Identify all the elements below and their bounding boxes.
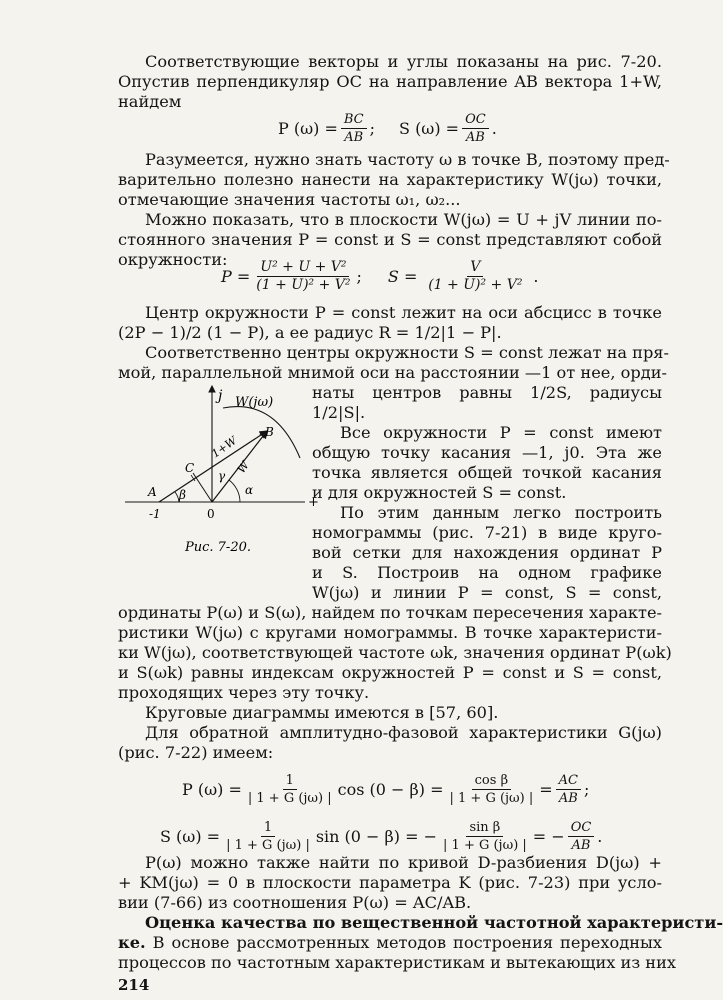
formula-end: . [533, 267, 539, 286]
label-alpha: α [245, 483, 254, 497]
formula-lhs: S (ω) = [399, 119, 460, 138]
text-line: вии (7-66) из соотношения P(ω) = AC/AB. [118, 893, 472, 912]
text-line: Для обратной амплитудно-фазовой характеристики G(jω) [145, 723, 662, 742]
section-heading-end: ке. [118, 933, 146, 952]
fraction [447, 773, 537, 806]
point-c-label: C [185, 461, 195, 475]
fraction [341, 112, 367, 145]
text-line: найдем [118, 92, 182, 111]
fraction [556, 773, 581, 806]
denominator: | 1 + G (jω) | [247, 791, 332, 806]
text-line: 1/2|S|. [312, 403, 366, 422]
numerator: 1 [261, 820, 275, 837]
separator: ; [356, 267, 362, 286]
text-line: Соответственно центры окружности S = const лежат на пря- [145, 343, 669, 362]
text-line: наты центров равны 1/2S, радиусы [312, 383, 662, 402]
formula-p-omega [182, 773, 589, 806]
fraction [253, 260, 353, 293]
text-line: Опустив перпендикуляр OC на направление AB вектора 1+W, [118, 72, 662, 91]
text-line: Центр окружности P = const лежит на оси абсцисс в точке [145, 303, 662, 322]
formula-lhs: S (ω) = [160, 827, 221, 846]
fraction [440, 820, 530, 853]
text-line: и S(ωk) равны индексам окружностей P = const и S = const, [118, 663, 662, 682]
axis-j-label: j [218, 388, 223, 404]
tick-0: 0 [207, 507, 215, 521]
text-line: и для окружностей S = const. [312, 483, 567, 502]
denominator: AB [344, 130, 364, 145]
alpha-arc [229, 480, 240, 502]
text-line: По этим данным легко построить [340, 503, 662, 522]
text-line: стоянного значения P = const и S = const представляют собой [118, 230, 662, 249]
text-line: процессов по частотным характеристикам и вытекающих из них [118, 953, 677, 972]
formula-p-s [278, 112, 497, 145]
point-b-label: B [265, 425, 274, 439]
text-line: (рис. 7-22) имеем: [118, 743, 274, 762]
text-line [118, 933, 662, 953]
denominator: | 1 + G (jω) | [443, 838, 527, 853]
formula-lhs: P = [221, 267, 251, 286]
separator: ; [369, 119, 376, 138]
text-line: номограммы (рис. 7-21) в виде круго- [312, 523, 662, 542]
tick-minus-1: -1 [149, 507, 161, 521]
formula-end: . [597, 827, 603, 846]
section-heading: Оценка качества по вещественной частотной характеристи- [145, 913, 723, 932]
formula-end: . [491, 119, 497, 138]
numerator: AC [556, 773, 581, 790]
text-line: (2P − 1)/2 (1 − P), а ее радиус R = 1/2|1 − P|. [118, 323, 502, 342]
text-line: ординаты P(ω) и S(ω), найдем по точкам пересечения характе- [118, 603, 662, 622]
text-line: вой сетки для нахождения ординат P [312, 543, 662, 562]
page-number: 214 [118, 976, 150, 994]
label-gamma: γ [218, 469, 226, 483]
formula-mid: sin (0 − β) = − [315, 827, 438, 846]
text-line: Разумеется, нужно знать частоту ω в точке B, поэтому пред- [145, 150, 670, 169]
text-line: Круговые диаграммы имеются в [57, 60]. [145, 703, 499, 722]
text-line: Все окружности P = const имеют [340, 423, 662, 442]
formula-lhs: P (ω) = [278, 119, 338, 138]
denominator: AB [558, 791, 578, 806]
fraction [223, 820, 313, 853]
text-line: отмечающие значения частоты ω₁, ω₂... [118, 190, 461, 209]
text-line: окружности: [118, 250, 228, 269]
numerator: V [467, 260, 483, 277]
text-line: + KM(jω) = 0 в плоскости параметра K (рис. 7-23) при усло- [118, 873, 662, 892]
numerator: OC [462, 112, 489, 129]
fraction [568, 820, 595, 853]
text-span: В основе рассмотренных методов построения переходных [145, 933, 662, 952]
perpendicular-oc [193, 473, 212, 502]
text-line: ки W(jω), соответствующей частоте ωk, значения ординат P(ωk) [118, 643, 672, 662]
label-1-plus-w: 1+W [209, 434, 240, 461]
figure-7-20 [115, 378, 319, 556]
denominator: | 1 + G (jω) | [449, 791, 534, 806]
formula-s-omega [160, 820, 602, 853]
numerator: U² + U + V² [257, 260, 349, 277]
label-beta: β [179, 488, 186, 502]
text-line: точка является общей точкой касания [312, 463, 662, 482]
text-line: P(ω) можно также найти по кривой D-разбиения D(jω) + [145, 853, 662, 872]
fraction [245, 773, 335, 806]
formula-lhs: S = [387, 267, 418, 286]
denominator: (1 + U)² + V² [428, 277, 523, 293]
w-curve [223, 407, 300, 458]
text-line: проходящих через эту точку. [118, 683, 370, 702]
denominator: (1 + U)² + V² [256, 277, 351, 293]
denominator: AB [465, 130, 485, 145]
text-line: Можно показать, что в плоскости W(jω) = U + jV линии по- [145, 210, 662, 229]
text-line: мой, параллельной мнимой оси на расстоянии —1 от нее, орди- [118, 363, 667, 382]
numerator: 1 [283, 773, 297, 790]
text-line: Соответствующие векторы и углы показаны на рис. 7-20. [145, 52, 662, 71]
formula-end: ; [584, 780, 590, 799]
fraction [420, 260, 530, 293]
formula-lhs: P (ω) = [182, 780, 242, 799]
text-line: общую точку касания —1, j0. Эта же [312, 443, 662, 462]
point-a-label: A [148, 485, 157, 499]
formula-mid: cos (0 − β) = [337, 780, 444, 799]
denominator: AB [571, 838, 591, 853]
label-w: W [234, 458, 252, 476]
formula-circles [221, 260, 538, 293]
text-line: ристики W(jω) с кругами номограммы. В точке характеристи- [118, 623, 662, 642]
text-line: варительно полезно нанести на характеристику W(jω) точки, [118, 170, 662, 189]
curve-label: W(jω) [235, 395, 274, 410]
figure-caption: Рис. 7-20. [185, 540, 252, 555]
formula-eq: = − [532, 827, 565, 846]
numerator: cos β [472, 773, 511, 790]
fraction [462, 112, 489, 145]
formula-eq: = [539, 780, 553, 799]
text-line: и S. Построив на одном графике [312, 563, 662, 582]
numerator: OC [568, 820, 595, 837]
denominator: | 1 + G (jω) | [226, 838, 310, 853]
text-line: W(jω) и линии P = const, S = const, [312, 583, 662, 602]
numerator: sin β [466, 820, 503, 837]
axis-plus-label: + [308, 495, 319, 510]
numerator: BC [341, 112, 367, 129]
